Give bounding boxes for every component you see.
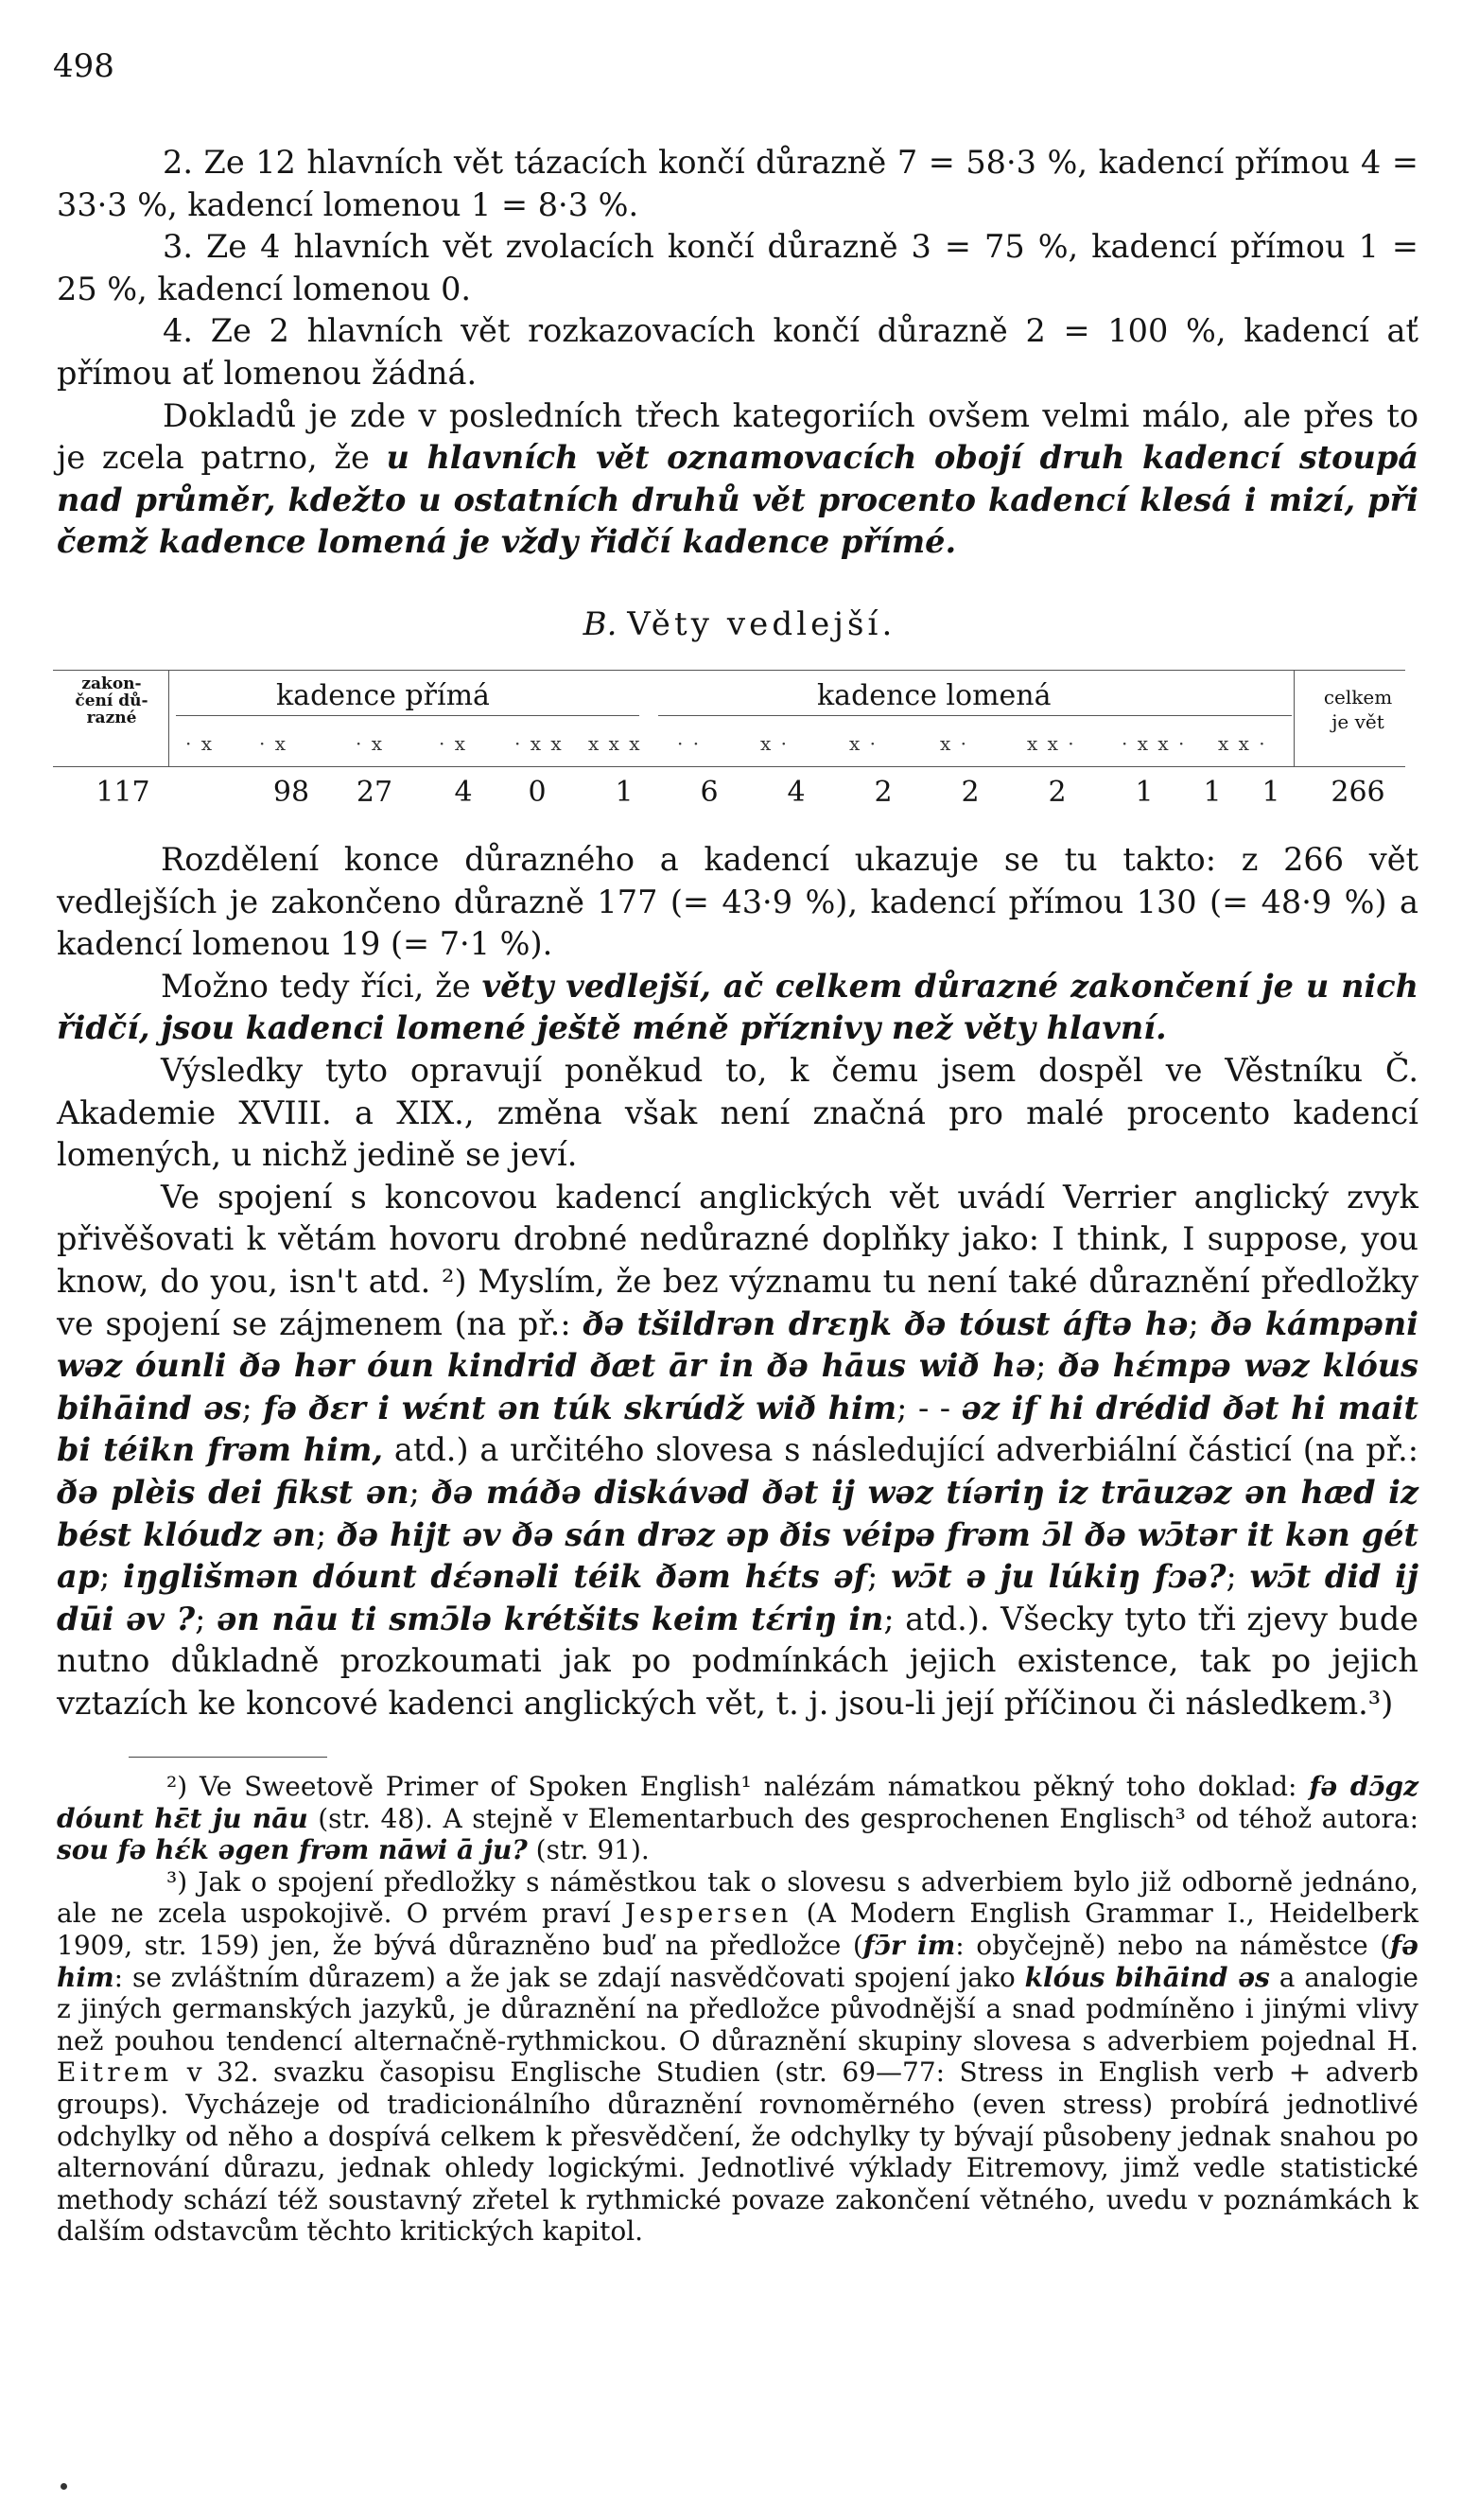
phonetic-example: ðə máðə diskávəd ðət ij wəz tíəriŋ iz trāuzəz ən hæd iz bést klóudz ən (57, 1473, 1418, 1553)
paragraph-exclamatory: 3. Ze 4 hlavních vět zvolacích končí důrazně 3 = 75 %, kadencí přímou 1 = 25 %, kadencí lomenou 0. (57, 228, 1418, 307)
paragraph-questions: 2. Ze 12 hlavních vět tázacích končí důrazně 7 = 58·3 %, kadencí přímou 4 = 33·3 %, kadencí lomenou 1 = 8·3 %. (57, 144, 1418, 223)
column-subheader: x x x (588, 732, 642, 755)
emphasis: u hlavních vět oznamovacích obojí druh kadencí stoupá nad průměr, kdežto u ostatních druhů vět procento kadencí klesá i mizí, při čemž kadence lomená je vždy řidčí kadence přímé. (57, 439, 1418, 561)
section-letter: B. (583, 605, 618, 643)
table-value: 1 (1203, 776, 1222, 809)
phonetic-example: ðə tšildrən drɛŋk ðə tóust áftə hə (583, 1304, 1189, 1342)
table-value: 98 (272, 776, 310, 809)
phonetic-example: fə ðɛr i wɛ́nt ən túk skrúdž wið him (263, 1389, 897, 1426)
paragraph-conclusion: Možno tedy říci, že věty vedlejší, ač celkem důrazné zakončení je u nich řidčí, jsou kadenci lomené ještě méně příznivy než věty hlavní. (57, 967, 1418, 1047)
table-divider (168, 670, 169, 766)
emphasis: věty vedlejší, ač celkem důrazné zakončení je u nich řidčí, jsou kadenci lomené ještě méně příznivy než věty hlavní. (57, 967, 1418, 1047)
table-value: 1 (1262, 776, 1280, 809)
phonetic-example: wɔ̄t ə ju lúkiŋ fɔə? (891, 1558, 1227, 1596)
column-subheader: · · (677, 732, 702, 755)
paragraph-results: Výsledky tyto opravují poněkud to, k čemu jsem dospěl ve Věstníku Č. Akademie XVIII. a XIX., změna však není značná pro malé procento kadencí lomených, u nichž jedině se jeví. (57, 1051, 1418, 1174)
phonetic-example: wɔ̄t did ij dūi əv ? (57, 1558, 1419, 1637)
paragraph-evidence: Dokladů je zde v posledních třech kategoriích ovšem velmi málo, ale přes to je zcela patrno, že u hlavních vět oznamovacích obojí druh kadencí stoupá nad průměr, kdežto u ostatních druhů vět procento kadencí klesá i mizí, při čemž kadence lomená je vždy řidčí kadence přímé. (57, 396, 1418, 561)
group-rule (658, 715, 1292, 716)
total-header: celkem je vět (1323, 686, 1393, 733)
author-name: Eitrem (57, 2056, 173, 2089)
group-header-direct: kadence přímá (276, 679, 490, 712)
paragraph-verrier: Ve spojení s koncovou kadencí anglických vět uvádí Verrier anglický zvyk přivěšovati k větám hovoru drobné nedůrazné doplňky jako: I think, I suppose, you know, do you, isn't atd. ²) Myslím, že bez významu tu není také důraznění předložky ve spojení se zájmenem (na př.: ðə tšildrən drɛŋk ðə tóust áftə hə; ðə kámpəni wəz óunli ðə hər óun kindrid ðæt ār in ðə hāus wið hə; ðə hɛ́mpə wəz klóus bihāind əs; fə ðɛr i wɛ́nt ən túk skrúdž wið him; - - əz if hi drédid ðət hi mait bi téikn frəm him, atd.) a určitého slovesa s následující adverbiální částicí (na př.: ðə plèis dei fikst ən; ðə máðə diskávəd ðət ij wəz tíəriŋ iz trāuzəz ən hæd iz bést klóudz ən; ðə hijt əv ðə sán drəz əp ðis véipə frəm ɔ̄l ðə wɔ̄tər it kən gét ap; iŋglišmən dóunt dɛ́ənəli téik ðəm hɛ́ts əf; wɔ̄t ə ju lúkiŋ fɔə?; wɔ̄t did ij dūi əv ?; ən nāu ti smɔ̄lə krétšits keim tɛ́riŋ in; atd.). Všecky tyto tři zjevy bude nutno důkladně prozkoumati jak po podmínkách jejich existence, tak po jejich vztazích ke koncové kadenci anglických vět, t. j. jsou-li její příčinou či následkem.³) (57, 1178, 1419, 1722)
column-subheader: · x x (514, 732, 564, 755)
group-header-broken: kadence lomená (817, 679, 1052, 712)
main-text-upper (57, 142, 1418, 564)
paragraph-imperative: 4. Ze 2 hlavních vět rozkazovacích končí důrazně 2 = 100 %, kadencí ať přímou ať lomenou žádná. (57, 312, 1418, 392)
footnote-3: ³) Jak o spojení předložky s náměstkou tak o slovesu s adverbiem bylo již odborně jednáno, ale ne zcela uspokojivě. O prvém praví Jespersen (A Modern English Grammar I., Heidelberk 1909, str. 159) jen, že bývá důrazněno buď na předložce (fɔ̄r im: obyčejně) nebo na náměstce (fə him: se zvláštním důrazem) a že jak se zdají nasvědčovati spojení jako klóus bihāind əs a analogie z jiných germanských jazyků, je důraznění na předložce původnější a snad podmíněno i jinými vlivy než pouhou tendencí alternačně-rythmickou. O důraznění skupiny slovesa s adverbiem pojednal H. Eitrem v 32. svazku časopisu Englische Studien (str. 69—77: Stress in English verb + adverb groups). Vycházeje od tradicionálního důraznění rovnoměrného (even stress) probírá jednotlivé odchylky od něho a dospívá celkem k přesvědčení, že odchylky ty bývají působeny jednak snahou po alternování důrazu, jednak ohledy logickými. Jednotlivé výklady Eitremovy, jimž vedle statistické methody schází též soustavný zřetel k rythmické povaze zakončení větného, uvedu v poznámkách k dalším odstavcům těchto kritických kapitol. (57, 1865, 1418, 2248)
stray-mark (61, 2483, 67, 2490)
column-subheader: x · (940, 732, 968, 755)
table-value: 1 (615, 776, 634, 809)
cadence-table (53, 660, 1405, 821)
table-value: 4 (454, 776, 473, 809)
column-subheader: x · (849, 732, 878, 755)
phonetic-example: fə dɔ̄gz dóunt hɛ̄t ju nāu (57, 1771, 1418, 1834)
column-subheader: · x (439, 732, 467, 755)
table-value: 0 (528, 776, 547, 809)
phonetic-example: ðə plèis dei fikst ən (57, 1473, 409, 1511)
main-text-lower (57, 839, 1418, 1724)
phonetic-example: əz if hi drédid ðət hi mait bi téikn frəm him, (57, 1389, 1419, 1469)
column-subheader: x x · (1218, 732, 1267, 755)
footnote-rule (129, 1757, 327, 1758)
column-subheader: · x (259, 732, 287, 755)
phonetic-example: fɔ̄r im (862, 1929, 956, 1961)
table-value: 2 (1048, 776, 1067, 809)
table-value: 27 (356, 776, 393, 809)
group-rule (176, 715, 639, 716)
column-subheader: · x (185, 732, 214, 755)
author-name: Jespersen (624, 1898, 792, 1930)
column-subheader: · x x · (1122, 732, 1187, 755)
table-value: 1 (1135, 776, 1154, 809)
phonetic-example: klóus bihāind əs (1024, 1961, 1270, 1993)
column-subheader: x x · (1027, 732, 1076, 755)
phonetic-example: fə him (57, 1929, 1418, 1993)
footnotes (57, 1771, 1418, 2248)
phonetic-example: ðə hɛ́mpə wəz klóus bihāind əs (57, 1347, 1419, 1426)
phonetic-example: sou fə hɛ́k əgen frəm nāwi ā ju? (57, 1834, 528, 1866)
phonetic-example: iŋglišmən dóunt dɛ́ənəli téik ðəm hɛ́ts əf (123, 1558, 868, 1596)
table-corner-header: zakon- čení dů- razné (75, 674, 148, 727)
phonetic-example: ən nāu ti smɔ̄lə krétšits keim tɛ́riŋ in (217, 1600, 884, 1637)
column-subheader: x · (760, 732, 789, 755)
phonetic-example: ðə kámpəni wəz óunli ðə hər óun kindrid ðæt ār in ðə hāus wið hə (57, 1304, 1418, 1385)
table-value: 117 (96, 776, 150, 809)
paragraph-distribution: Rozdělení konce důrazného a kadencí ukazuje se tu takto: z 266 vět vedlejších je zakončeno důrazně 177 (= 43·9 %), kadencí přímou 130 (= 48·9 %) a kadencí lomenou 19 (= 7·1 %). (57, 841, 1418, 963)
footnote-2: ²) Ve Sweetově Primer of Spoken English¹ nalézám námatkou pěkný toho doklad: fə dɔ̄gz dóunt hɛ̄t ju nāu (str. 48). A stejně v Elementarbuch des gesprochenen Englisch³ od téhož autora: sou fə hɛ́k əgen frəm nāwi ā ju? (str. 91). (57, 1771, 1419, 1866)
table-bottom-rule (53, 766, 1405, 767)
table-divider (1294, 670, 1295, 766)
column-subheader: · x (356, 732, 384, 755)
phonetic-example: ðə hijt əv ðə sán drəz əp ðis véipə frəm ɔ̄l ðə wɔ̄tər it kən gét ap (57, 1515, 1419, 1596)
page-number: 498 (53, 47, 114, 85)
table-value: 2 (961, 776, 980, 809)
table-value: 6 (700, 776, 719, 809)
section-title: Věty vedlejší. (627, 605, 896, 643)
section-heading (0, 605, 1479, 643)
table-value: 2 (874, 776, 893, 809)
table-value: 4 (787, 776, 806, 809)
table-value-total: 266 (1331, 776, 1385, 809)
table-top-rule (53, 670, 1405, 671)
